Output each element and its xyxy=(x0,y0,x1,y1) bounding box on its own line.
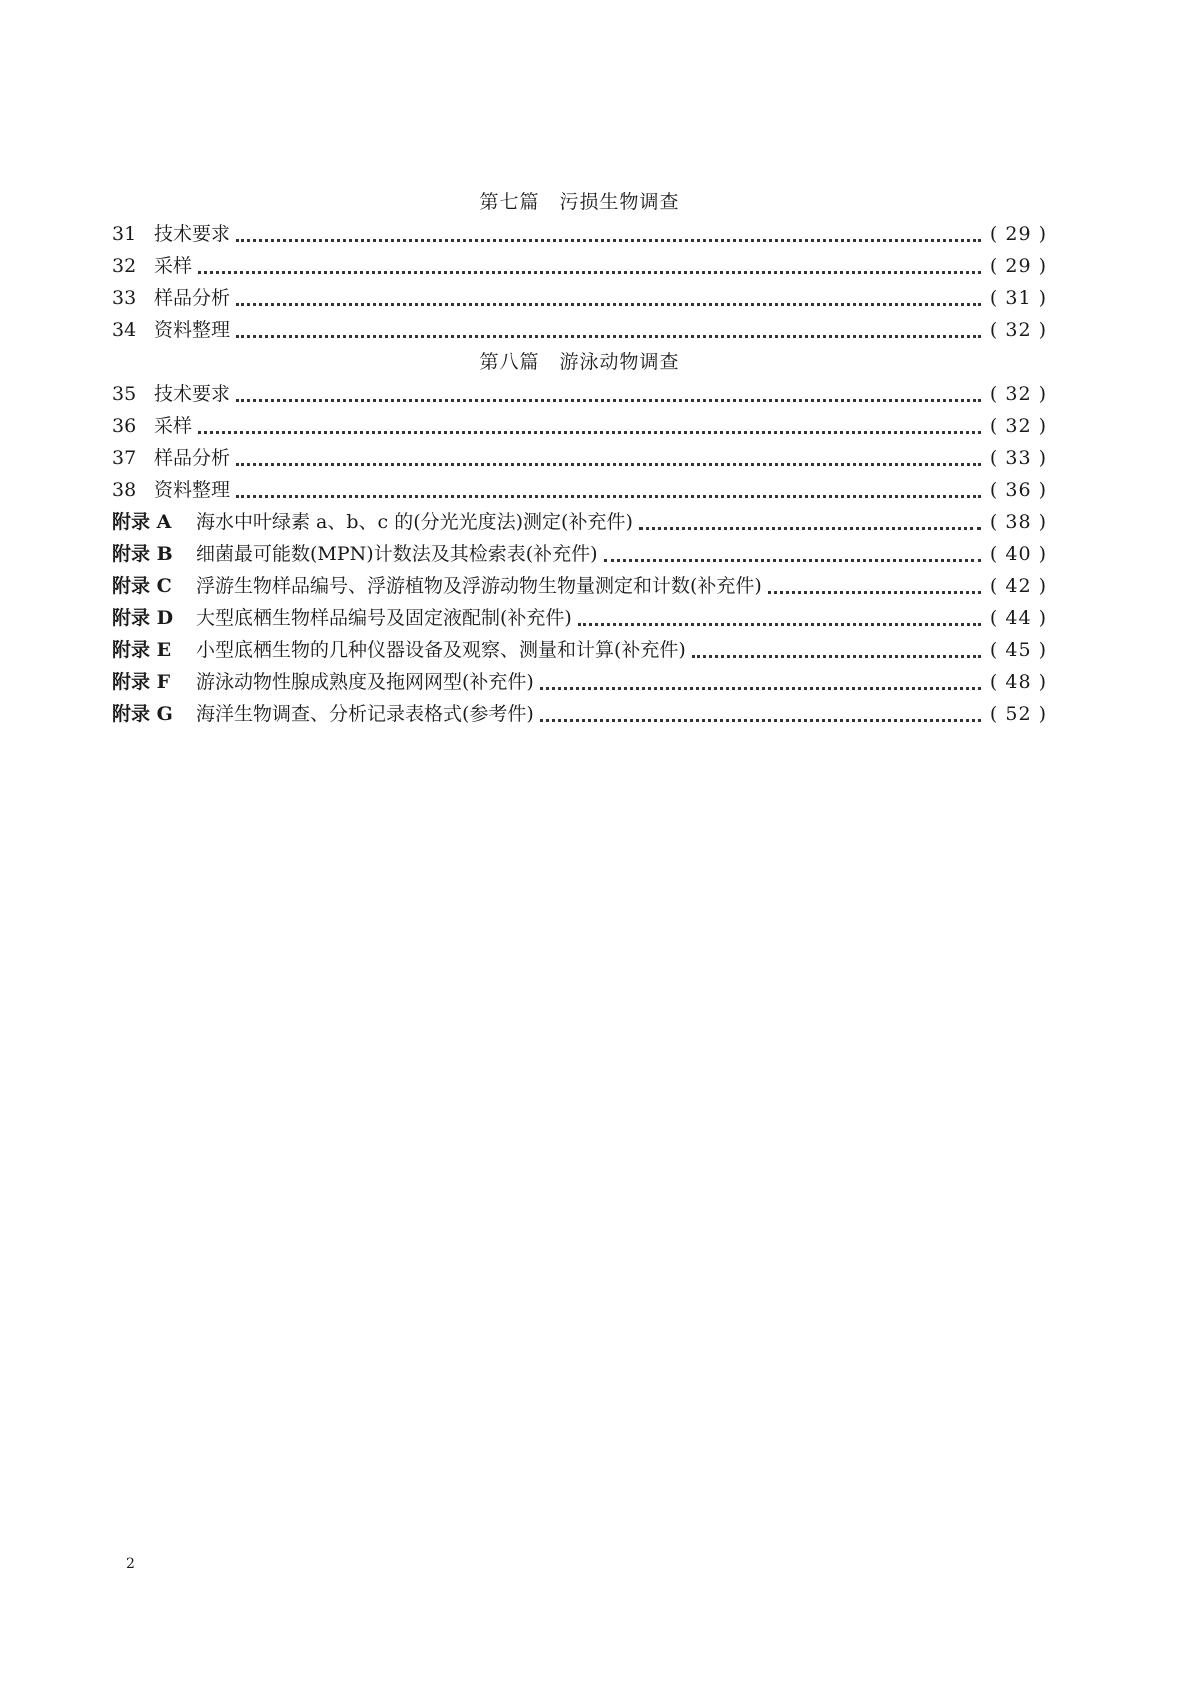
table-of-contents xyxy=(112,186,1047,730)
appendix-label: 附录 D xyxy=(112,607,174,629)
entry-title: 样品分析 xyxy=(154,287,231,309)
entry-page: ( 33 ) xyxy=(989,447,1047,469)
entry-page: ( 32 ) xyxy=(989,415,1047,437)
appendix-page: ( 45 ) xyxy=(989,639,1047,661)
dot-leader xyxy=(236,442,981,474)
toc-entry xyxy=(112,314,1047,346)
section-title-8: 第八篇 游泳动物调查 xyxy=(479,351,680,373)
toc-entry xyxy=(112,410,1047,442)
dot-leader xyxy=(578,602,981,634)
appendix-entry xyxy=(112,570,1047,602)
dot-leader xyxy=(540,666,981,698)
toc-entry xyxy=(112,250,1047,282)
dot-leader xyxy=(236,218,981,250)
entry-page: ( 32 ) xyxy=(989,383,1047,405)
appendix-entry xyxy=(112,634,1047,666)
appendix-entry xyxy=(112,698,1047,730)
entry-title: 采样 xyxy=(154,415,193,437)
appendix-title: 海洋生物调查、分析记录表格式(参考件) xyxy=(196,703,534,725)
toc-entry xyxy=(112,378,1047,410)
entry-number: 33 xyxy=(112,287,137,309)
dot-leader xyxy=(236,282,981,314)
dot-leader xyxy=(768,570,981,602)
entry-title: 技术要求 xyxy=(154,383,231,405)
appendix-label: 附录 C xyxy=(112,575,172,597)
appendix-entry xyxy=(112,602,1047,634)
entry-title: 资料整理 xyxy=(154,479,231,501)
entry-number: 31 xyxy=(112,223,137,245)
toc-entry xyxy=(112,218,1047,250)
dot-leader xyxy=(236,314,981,346)
dot-leader xyxy=(604,538,981,570)
appendix-entry xyxy=(112,506,1047,538)
appendix-entry xyxy=(112,538,1047,570)
toc-entry xyxy=(112,442,1047,474)
entry-title: 采样 xyxy=(154,255,193,277)
appendix-label: 附录 G xyxy=(112,703,173,725)
entry-number: 32 xyxy=(112,255,137,277)
entry-number: 35 xyxy=(112,383,137,405)
appendix-page: ( 40 ) xyxy=(989,543,1047,565)
toc-entry xyxy=(112,282,1047,314)
appendix-label: 附录 E xyxy=(112,639,172,661)
appendix-title: 游泳动物性腺成熟度及拖网网型(补充件) xyxy=(196,671,534,693)
appendix-page: ( 42 ) xyxy=(989,575,1047,597)
page-number: 2 xyxy=(126,1556,135,1572)
dot-leader xyxy=(198,410,981,442)
appendix-label: 附录 A xyxy=(112,511,172,533)
appendix-title: 小型底栖生物的几种仪器设备及观察、测量和计算(补充件) xyxy=(196,639,686,661)
appendix-page: ( 44 ) xyxy=(989,607,1047,629)
dot-leader xyxy=(639,506,981,538)
appendix-label: 附录 F xyxy=(112,671,171,693)
appendix-title: 海水中叶绿素 a、b、c 的(分光光度法)测定(补充件) xyxy=(196,511,633,533)
dot-leader xyxy=(540,698,981,730)
entry-page: ( 36 ) xyxy=(989,479,1047,501)
entry-number: 36 xyxy=(112,415,137,437)
appendix-page: ( 52 ) xyxy=(989,703,1047,725)
appendix-title: 浮游生物样品编号、浮游植物及浮游动物生物量测定和计数(补充件) xyxy=(196,575,762,597)
dot-leader xyxy=(236,474,981,506)
dot-leader xyxy=(692,634,981,666)
entry-page: ( 32 ) xyxy=(989,319,1047,341)
dot-leader xyxy=(198,250,981,282)
entry-title: 样品分析 xyxy=(154,447,231,469)
section-title-7: 第七篇 污损生物调查 xyxy=(479,191,680,213)
dot-leader xyxy=(236,378,981,410)
appendix-entry xyxy=(112,666,1047,698)
toc-entry xyxy=(112,474,1047,506)
entry-number: 37 xyxy=(112,447,137,469)
entry-page: ( 29 ) xyxy=(989,223,1047,245)
appendix-title: 细菌最可能数(MPN)计数法及其检索表(补充件) xyxy=(196,543,598,565)
entry-number: 34 xyxy=(112,319,137,341)
appendix-title: 大型底栖生物样品编号及固定液配制(补充件) xyxy=(196,607,572,629)
entry-title: 技术要求 xyxy=(154,223,231,245)
entry-page: ( 29 ) xyxy=(989,255,1047,277)
appendix-label: 附录 B xyxy=(112,543,173,565)
entry-title: 资料整理 xyxy=(154,319,231,341)
appendix-page: ( 48 ) xyxy=(989,671,1047,693)
appendix-page: ( 38 ) xyxy=(989,511,1047,533)
entry-page: ( 31 ) xyxy=(989,287,1047,309)
entry-number: 38 xyxy=(112,479,137,501)
